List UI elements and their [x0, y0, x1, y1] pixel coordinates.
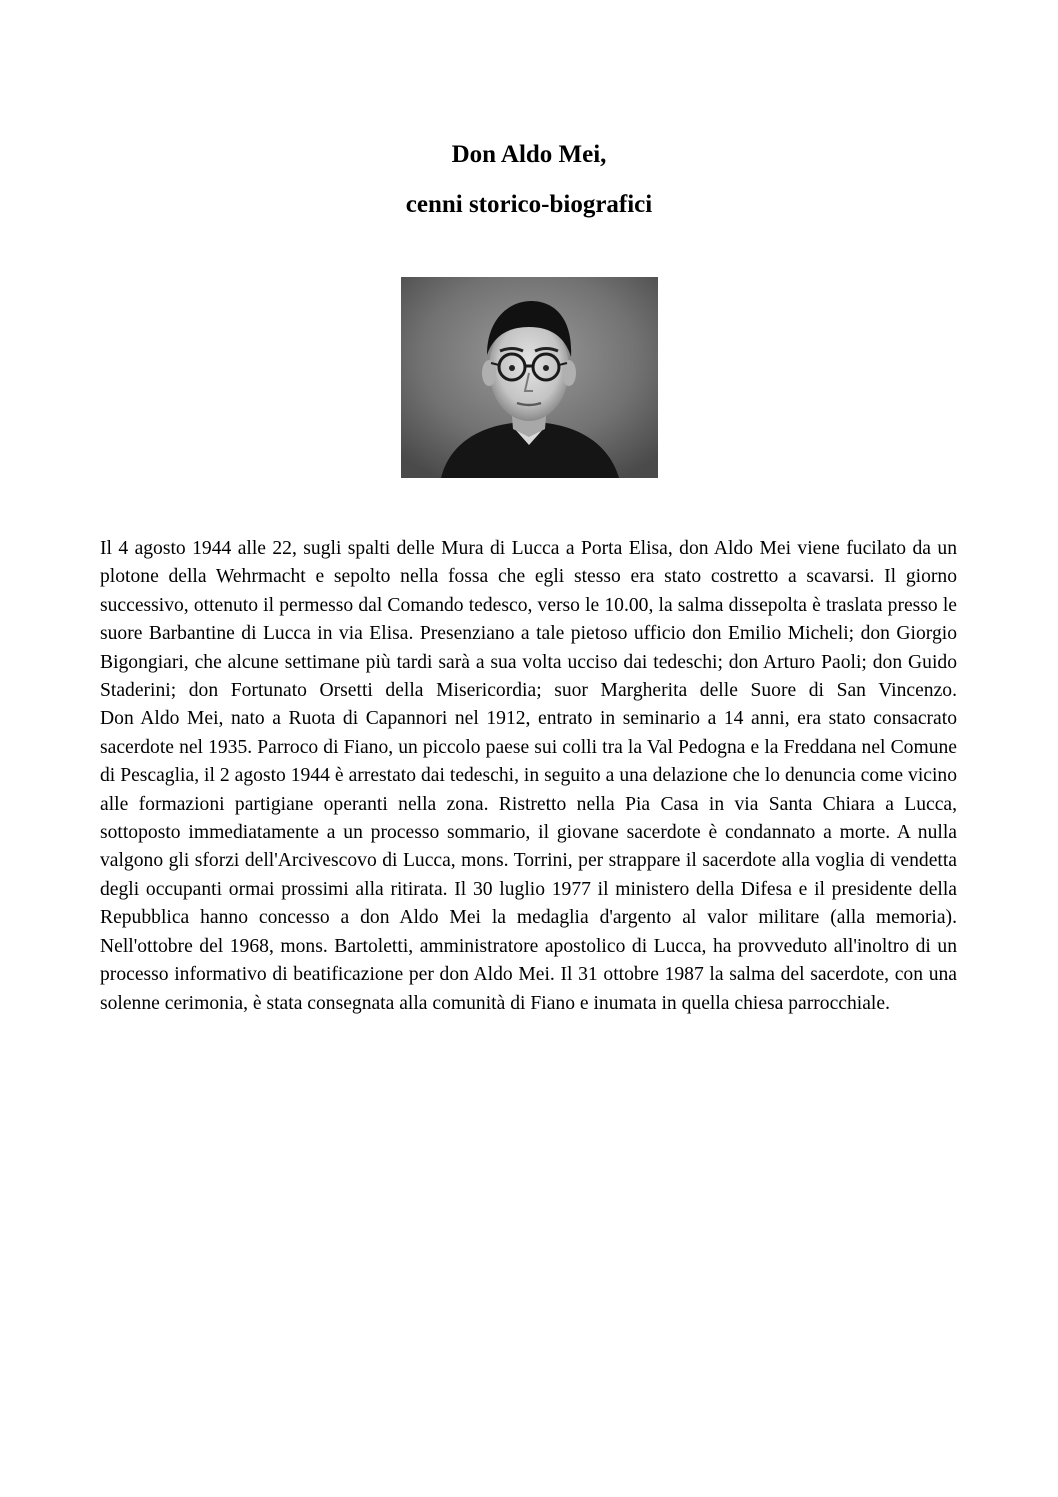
- paragraph: Don Aldo Mei, nato a Ruota di Capannori nel 1912, entrato in seminario a 14 anni, era stato consacrato sacerdote nel 1935. Parroco di Fiano, un piccolo paese sui colli tra la Val Pedogna e la Freddana nel Comune di Pescaglia, il 2 agosto 1944 è arrestato dai tedeschi, in seguito a una delazione che lo denuncia come vicino alle formazioni partigiane operanti nella zona. Ristretto nella Pia Casa in via Santa Chiara a Lucca, sottoposto immediatamente a un processo sommario, il giovane sacerdote è condannato a morte. A nulla valgono gli sforzi dell'Arcivescovo di Lucca, mons. Torrini, per strappare il sacerdote alla voglia di vendetta degli occupanti ormai prossimi alla ritirata. Il 30 luglio 1977 il ministero della Difesa e il presidente della Repubblica hanno concesso a don Aldo Mei la medaglia d'argento al valor militare (alla memoria). Nell'ottobre del 1968, mons. Bartoletti, amministratore apostolico di Lucca, ha provveduto all'inoltro di un processo informativo di beatificazione per don Aldo Mei. Il 31 ottobre 1987 la salma del sacerdote, con una solenne cerimonia, è stata consegnata alla comunità di Fiano e inumata in quella chiesa parrocchiale.: [100, 708, 957, 1014]
- portrait-photo-icon: [401, 277, 658, 478]
- paragraph: Il 4 agosto 1944 alle 22, sugli spalti delle Mura di Lucca a Porta Elisa, don Aldo Mei viene fucilato da un plotone della Wehrmacht e sepolto nella fossa che egli stesso era stato costretto a scavarsi. Il giorno successivo, ottenuto il permesso dal Comando tedesco, verso le 10.00, la salma dissepolta è traslata presso le suore Barbantine di Lucca in via Elisa. Presenziano a tale pietoso ufficio don Emilio Micheli; don Giorgio Bigongiari, che alcune settimane più tardi sarà a sua volta ucciso dai tedeschi; don Arturo Paoli; don Guido Staderini; don Fortunato Orsetti della Misericordia; suor Margherita delle Suore di San Vincenzo.: [100, 538, 957, 702]
- page-title: Don Aldo Mei,: [451, 141, 607, 168]
- page-subtitle: cenni storico-biografici: [405, 191, 653, 218]
- biography-text: [100, 535, 957, 1018]
